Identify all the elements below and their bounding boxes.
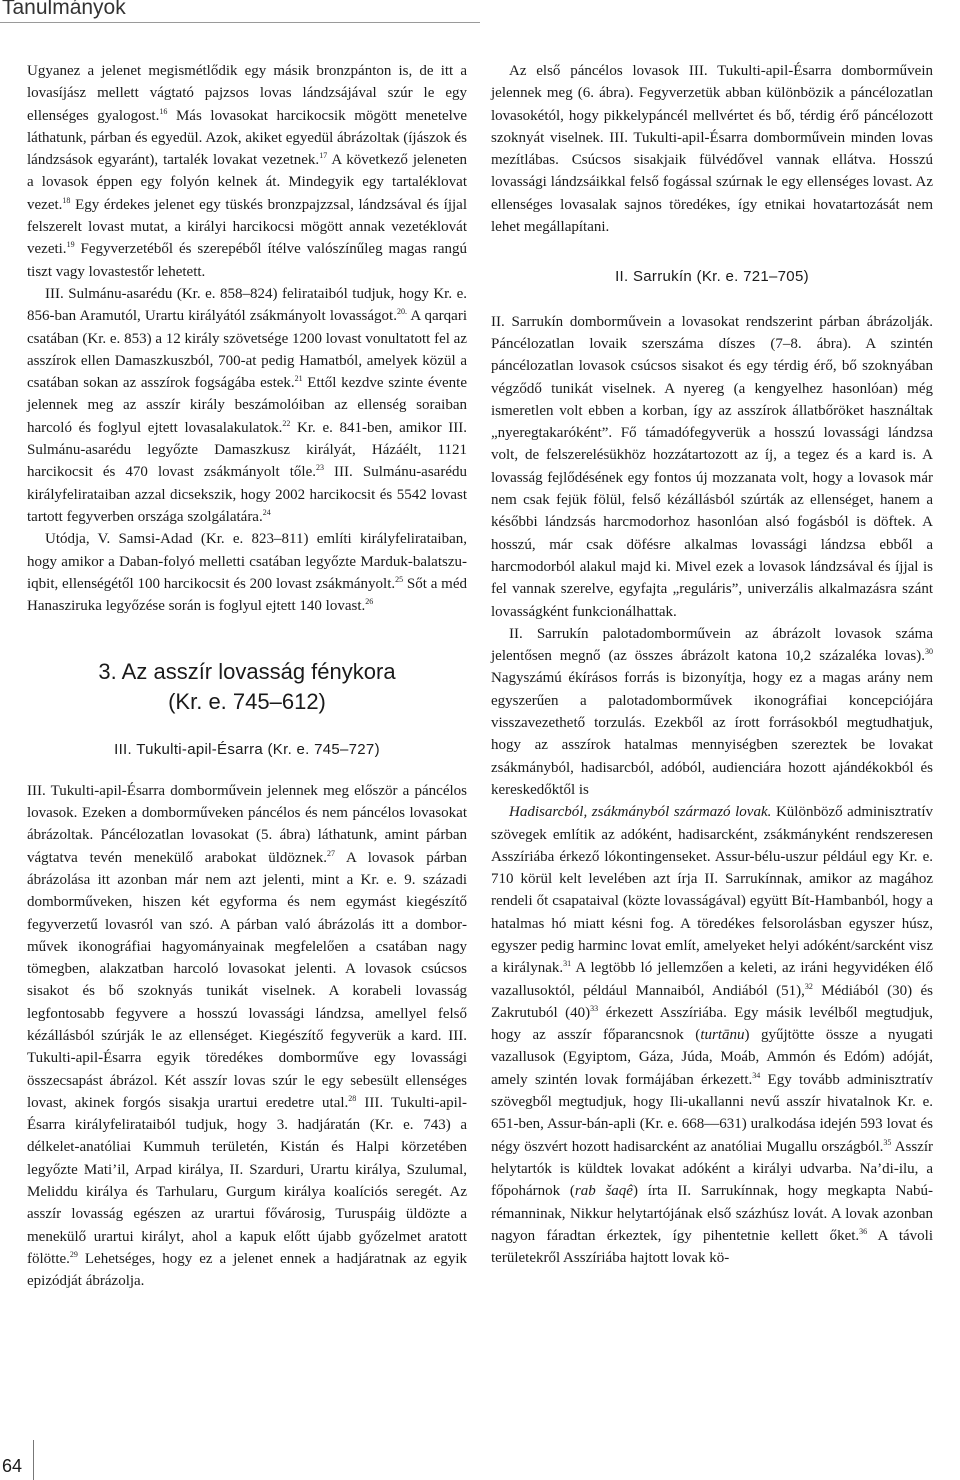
paragraph: Az első páncélos lovasok III. Tukulti-apil-Ésarra domborművein jelennek meg (6. ábra). Fegyverzetük abban különbözik a páncélozatlan lovasokétól, hogy pikkelypáncél mellvértet és bő, térdig érő páncélozott szoknyát viselnek. III. Tukulti-apil-Ésarra domborművein minden lovas mezítlábas. Csúcsos sisakjaik fülvédővel vannak ellátva. Hosszú lovassági lándzsáikkal felső fogással szúrnak le egy ellenséges lovast. Az ellenséges lovasalak sajnos töredékes, így etnikai hovatartozását nem lehet megállapítani. [491,63,933,236]
footnote-ref[interactable]: 21 [294,374,303,384]
footnote-ref[interactable]: 19 [66,240,75,250]
footnote-ref[interactable]: 30 [925,647,933,657]
footnote-ref[interactable]: 28 [348,1093,357,1103]
left-column [27,60,467,1293]
footnote-ref[interactable]: 33 [590,1003,599,1013]
footnote-ref[interactable]: 25 [395,574,404,584]
paragraph: II. Sarrukín domborművein a lovasokat rendszerint párban ábrázolják. Páncélozatlan lovaik szerszáma díszes (7–8. ábra). A szintén páncélozatlan lovasok csúcsos sisakot és egy térdig érő, bő szoknyában végződő tunikát viselnek. A nyereg (a kengyelhez hasonlóan) még ismeretlen volt ebben a korban, így az asszírok állatbőröket használtak „nyeregtakaróként”. Fő támadófegyverük a hosszú lovassági lándzsa volt, de felszerelésükhöz hozzátartozott az íj, a tegez és a kard is. A lovasság fejlődésének egy fontos új mozzanata volt, hogy a lovasok már nem csak fejük fölül, felső kézállásból szúrták az ellenséget, hanem a későbbi lándzsás harcmodorhoz hasonlóan alsó fogásból is döftek. A hosszú, már csak döfésre alkalmas lovassági lándzsa ebből a harcmodorból alakul majd ki. Mivel ezek a lovasok lándzsával és íjjal is fel vannak szerelve, egyfajta „reguláris”, univerzális alkalmazásra szánt lovasságként funkcionálhattak. [491,313,933,620]
paragraph: Hadisarcból, zsákmányból származó lovak. Különböző adminisztratív szövegek említik az adóként, hadisarcként, zsákmányként rendszeresen Asszíriába érkező lókontingenseket. Assur-bélu-uszur például egy Kr. e. 710 körül kelt levelében azt írja II. Sarrukínnak, amikor az magához rendeli őt csapataival (közte lovasságával) együtt Bít-Hambanból, hogy a hatalmas hó miatt késni fog. A töredékes felsorolásban egyszer húsz, egyszer pedig harminc lovat említ, amelyeket helyi adóként/sarcként visz a királynak.$^{31}$ A legtöbb ló jellemzően a keleti, az iráni hegyvidéken élő vazallusoktól, például Mannaiból, Andiából (51),$^{32}$ Médiából (30) és Zakrutuból $(40)^{33}$ érkezett Asszíriába. Egy másik levélből megtudjuk, hogy az asszír főparancsnok (turtānu) gyűjtötte össze a nyugati vazallusok (Egyiptom, Gáza, Júda, Moáb, Ammón és Edóm) adóját, amely szintén lovak formájában érkezett.$^{34}$ Egy tovább adminisztratív szövegből megtudjuk, hogy Ili-ukallanni nevű asszír hivatalnok Kr. e. 651-ben, Assur-bán-apli (Kr. e. 668—631) uralkodása idején 593 lovat és négy öszvért hozott hadisarcként az anatóliai Mugallu országból.$^{35}$ Asszír helytartók is küldtek lovakat adóként a királyi udvarba. Na’di-ilu, a főpohárnok (rab šaqê) írta II. Sarrukínnak, hogy megkapta Nabú-rémanninak, Nikkur helytartójának első százhúsz lovát. A lovak azonban nagyon fáradtan érkeztek, így pihentetnie kellett őket.$^{36}$ A távoli területekről Asszíriába hajtott lovak kö- [491,804,934,1267]
header-title: Tanulmányok [2,0,126,19]
page-number: 64 [2,1456,23,1476]
paragraph: II. Sarrukín palotadomborművein az ábrázolt lovasok száma jelentősen megnő (az összes ábrázolt katona 10,2 százaléka lovas).$^{30}$ Nagyszámú ékírásos forrás is bizonyítja, hogy ez a magas arány nem egyszerűen a palotadomborművek ikonográfiai koncepciójára visszavezethető torzulás. Ezekből az írott forrásokból megtudhatjuk, hogy az asszírok hatalmas mennyiségben szereztek be lovakat zsákmányból, hadisarcból, adóból, audienciára hozott ajándékokból és kereskedőktől is [491,625,933,798]
subsection-heading: II. Sarrukín (Kr. e. 721–705) [615,268,809,286]
paragraph: III. Sulmánu-asarédu (Kr. e. 858–824) felirataiból tudjuk, hogy Kr. e. 856-ban Aramutól, Urartu királyától zsákmányolt lovasságot.$^{20.}$ A qarqari csatában (Kr. e. 853) a 12 király szövetsége 1200 lovast vonultatott fel az asszírok ellen Damaszkuszból, 700-at pedig Hamatból, amelyek közül a csatában sokan az asszírok fogságába estek.$^{21}$ Ettől kezdve szinte évente jelennek meg az asszír király beszámolóiban az ellenség soraiban harcoló és foglyul ejtett lovasalakulatok.$^{22}$ Kr. e. 841-ben, amikor III. Sulmánu-asarédu legyőzte Damaszkusz királyát, Házáélt, 1121 harcikocsit és 470 lovast zsákmányolt tőle.$^{23}$ III. Sulmánu-asarédu királyfelirataiban azzal dicsekszik, hogy 2002 harcikocsit és 5542 lovast tartott fegyverben országa szolgálatára.$^{24}$ [27,285,467,525]
footnote-ref[interactable]: 20. [396,307,407,317]
paragraph: III. Tukulti-apil-Ésarra domborművein jelennek meg először a páncélos lovasok. Ezeken a domborműveken páncélos és nem páncélos lovasokat ábrázoltak. Páncélozatlan lovasokat (5. ábra) láthatunk, amint párban vágtatva tevén menekülő arabokat üldöznek.$^{27}$ A lovasok párban ábrázolása itt azonban már nem azt jelenti, mint a Kr. e. 9. századi domborműveken, hiszen két egyforma és nem egymást kiegészítő fegyverzetű lovasról van szó. A párban való ábrázolás itt a domborművek ikonográfiai hagyományainak megfelelően a csatában nagy tömegben, alakzatban harcoló lovasokat jelenti. A lovasok csúcsos sisakot és bő szoknyás tunikát viselnek. A korabeli lovasság legfontosabb fegyvere a hosszú lovassági lándzsa, amellyel felső kézállásból szúrják le az ellenséget. Kiegészítő fegyverük a kard. III. Tukulti-apil-Ésarra egyik töredékes domborműve egy lovassági összecsapást ábrázol. Két asszír lovas szúr le egy sebesült ellenséges lovast, akinek forgós sisakja urartui eredetre utal.$^{28}$ III. Tukulti-apil-Ésarra királyfelirataiból tudjuk, hogy 3. hadjáratán (Kr. e. 743) a délkelet-anatóliai Kummuh területén, Kistán és Halpi körzetében legyőzte Mati’il, Arpad királya, II. Szarduri, Urartu királya, Szulumal, Meliddu királya és Tarhularu, Gurgum királya koalíciós seregét. Az asszír lovasság egészen az urartui fővárosig, Turuspáig üldözte a menekülő urartui királyt, ahol a kapuk előtt újabb győzelmet aratott fölötte.$^{29}$ Lehetséges, hogy ez a jelenet ennek a hadjáratnak az egyik epizódját ábrázolja. [27,782,468,1290]
footnote-ref[interactable]: 35 [883,1137,892,1147]
footnote-ref[interactable]: 26 [365,597,374,607]
footnote-ref[interactable]: 29 [69,1249,78,1259]
paragraph: Ugyanez a jelenet megismétlődik egy másik bronzpánton is, de itt a lovasíjász mellett vágtató pajzsos lovas lándzsájával szúr le egy ellenséges gyalogost.$^{16}$ Más lovasokat harcikocsik mögött menetelve láthatunk, párban és egyedül. Azok, akiket egyedül ábrázoltak (íjászok és lándzsások egyaránt), tartalék lovakat vezetnek.$^{17}$ A következő jeleneten a lovasok éppen egy folyón kelnek át. Mindegyik egy tartaléklovat vezet.$^{18}$ Egy érdekes jelenet egy tüskés bronzpajzzsal, lándzsával és íjjal felszerelt lovast mutat, a királyi harcikocsi mögött annak vezetéklovát vezeti.$^{19}$ Fegyverzetéből és szerepéből ítélve valószínűleg magas rangú tiszt vagy lovastestőr lehetett. [27,63,467,280]
italic-term: turtānu [700,1027,745,1044]
footnote-ref[interactable]: 24 [262,507,271,517]
section-dates: (Kr. e. 745–612) [168,689,326,715]
right-column [491,60,933,1269]
section-heading [27,657,467,717]
footnote-ref[interactable]: 34 [752,1070,761,1080]
paragraph-lead-italic: Hadisarcból, zsákmányból származó lovak. [509,804,772,821]
footnote-ref[interactable]: 36 [859,1226,868,1236]
footnote-ref[interactable]: 18 [62,195,71,205]
footnote-ref[interactable]: 22 [282,418,291,428]
italic-term: rab šaqê [574,1183,633,1200]
footnote-ref[interactable]: 16 [159,106,168,116]
footnote-ref[interactable]: 32 [804,981,813,991]
footer-rule [33,1440,34,1480]
section-title: 3. Az asszír lovasság fénykora [98,659,396,685]
footnote-ref[interactable]: 27 [326,848,335,858]
paragraph: Utódja, V. Samsi-Adad (Kr. e. 823–811) említi királyfelirataiban, hogy amikor a Daban-folyó melletti csatában legyőzte Marduk-balatszu-iqbit, ellenségétől 100 harcikocsit és 200 lovast zsákmányolt.$^{25}$ Sőt a méd Hanasziruka legyőzése során is foglyul ejtett 140 lovast.$^{26}$ [27,531,467,615]
footnote-ref[interactable]: 17 [319,151,328,161]
footnote-ref[interactable]: 23 [316,463,324,473]
subsection-heading: III. Tukulti-apil-Ésarra (Kr. e. 745–727) [114,741,380,759]
footnote-ref[interactable]: 31 [563,959,572,969]
running-header [0,0,480,23]
